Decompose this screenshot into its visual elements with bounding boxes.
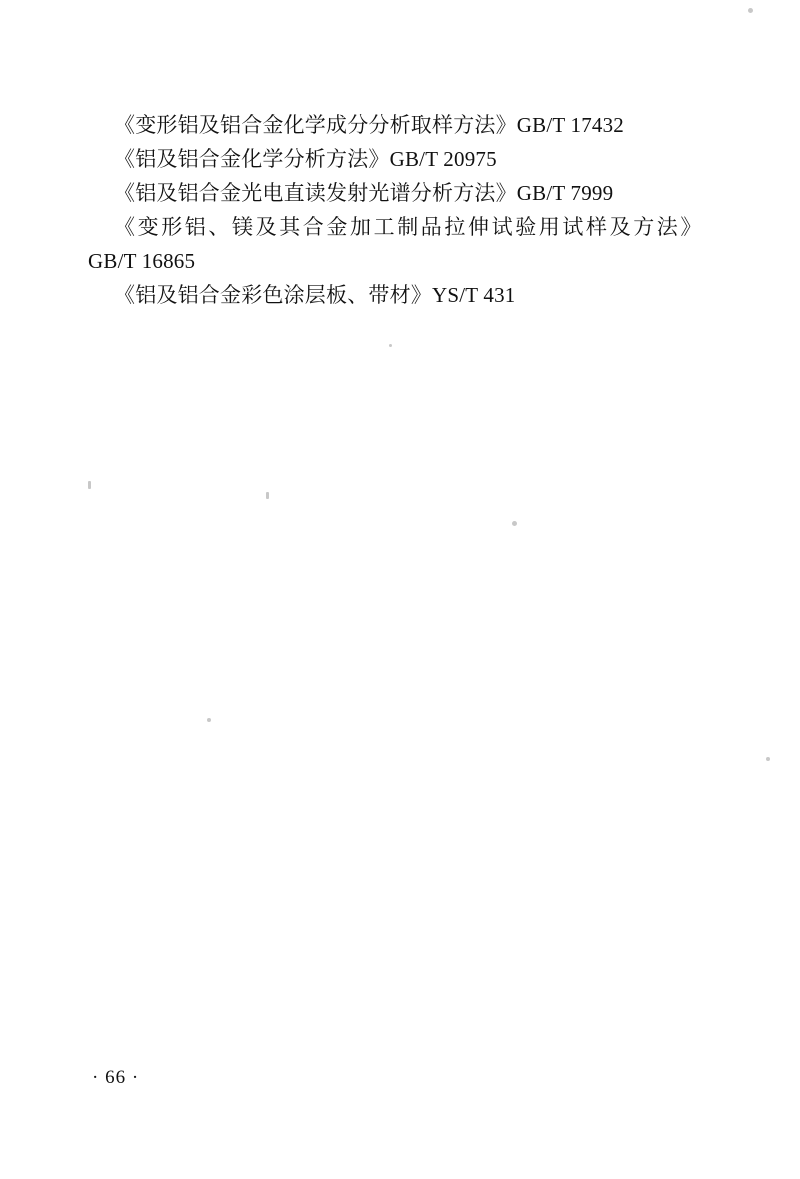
scan-speck (207, 718, 211, 722)
scan-speck (88, 481, 91, 489)
scan-speck (766, 757, 770, 761)
reference-item-continuation: GB/T 16865 (88, 249, 196, 273)
reference-item: 《铝及铝合金化学分析方法》GB/T 20975 (114, 147, 497, 171)
reference-item: 《铝及铝合金光电直读发射光谱分析方法》GB/T 7999 (114, 181, 614, 205)
reference-list (88, 108, 728, 312)
scan-speck (266, 492, 269, 499)
scan-speck (748, 8, 753, 13)
reference-item: 《铝及铝合金彩色涂层板、带材》YS/T 431 (114, 283, 516, 307)
reference-item: 《变形铝及铝合金化学成分分析取样方法》GB/T 17432 (114, 113, 625, 137)
scan-speck (389, 344, 392, 347)
scan-speck (512, 521, 517, 526)
page-number: · 66 · (92, 1067, 140, 1088)
reference-item: 《变形铝、镁及其合金加工制品拉伸试验用试样及方法》 (114, 215, 704, 239)
